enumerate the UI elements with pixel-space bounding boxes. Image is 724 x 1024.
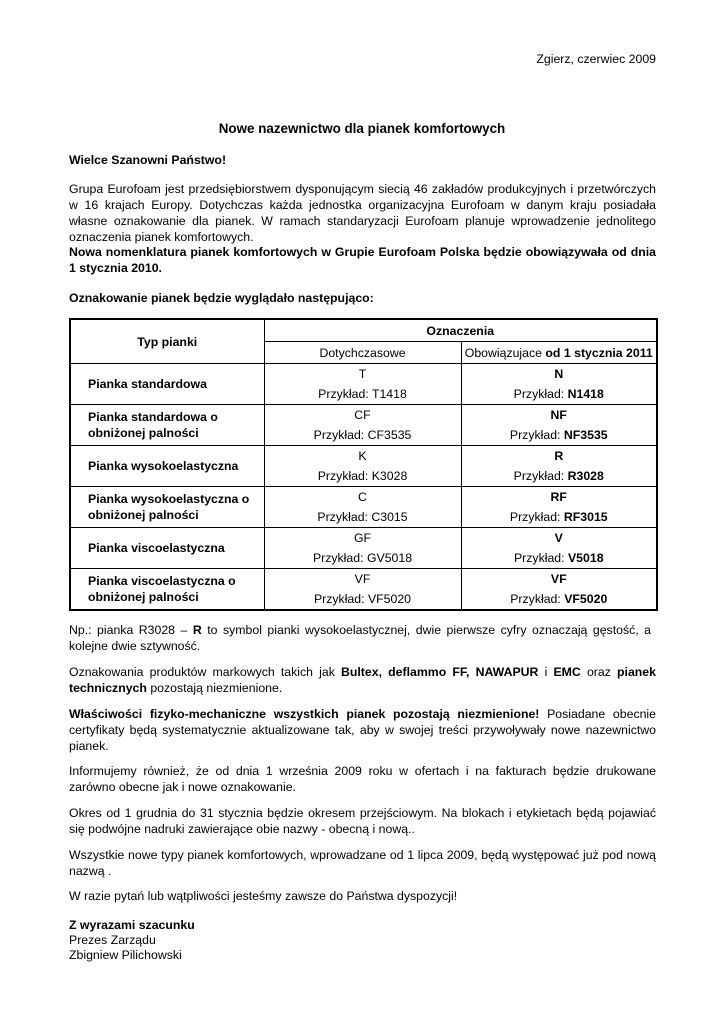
old-designation-cell <box>264 569 461 611</box>
old-example: Przykład: CF3535 <box>313 428 412 442</box>
table-row <box>70 405 657 446</box>
table-row <box>70 528 657 569</box>
new-code: VF <box>550 572 567 586</box>
old-code: CF <box>354 408 371 422</box>
old-code: K <box>358 449 367 463</box>
new-example: Przykład: R3028 <box>513 469 604 483</box>
new-code: V <box>554 531 563 545</box>
old-code: C <box>358 490 367 504</box>
foam-type-cell: Pianka standardowa o obniżonej palności <box>70 405 264 446</box>
old-designation-cell <box>264 528 461 569</box>
old-code: GF <box>353 531 372 545</box>
old-example: Przykład: C3015 <box>317 510 408 524</box>
document-date: Zgierz, czerwiec 2009 <box>536 52 656 66</box>
new-designation-cell <box>461 446 657 487</box>
old-code: T <box>358 367 367 381</box>
table-subheader-old: Dotychczasowe <box>264 342 461 364</box>
table-intro: Oznakowanie pianek będzie wyglądało następująco: <box>69 291 374 305</box>
table-header-type: Typ pianki <box>70 319 264 364</box>
transition-paragraph: Okres od 1 grudnia do 31 stycznia będzie okresem przejściowym. Na blokach i etykietach będą pojawiać się podwójne nadruki zawierające obie nazwy - obecną i nową.. <box>69 806 656 836</box>
foam-type-cell: Pianka viscoelastyczna o obniżonej palności <box>70 569 264 611</box>
new-code: N <box>554 367 564 381</box>
old-designation-cell <box>264 446 461 487</box>
new-code: R <box>554 449 564 463</box>
old-designation-cell <box>264 364 461 405</box>
old-designation-cell <box>264 487 461 528</box>
new-designation-cell <box>461 364 657 405</box>
table-header-marks: Oznaczenia <box>264 319 657 342</box>
new-example: Przykład: V5018 <box>513 551 604 565</box>
new-designation-cell <box>461 405 657 446</box>
questions-paragraph: W razie pytań lub wątpliwości jesteśmy zawsze do Państwa dyspozycji! <box>69 889 458 903</box>
new-example: Przykład: VF5020 <box>510 592 608 606</box>
table-subheader-new: Obowiązujace od 1 stycznia 2011 <box>461 342 657 364</box>
old-example: Przykład: GV5018 <box>312 551 413 565</box>
greeting: Wielce Szanowni Państwo! <box>69 153 227 167</box>
new-example: Przykład: RF3015 <box>509 510 608 524</box>
new-designation-cell <box>461 528 657 569</box>
table-row <box>70 364 657 405</box>
old-designation-cell <box>264 405 461 446</box>
foam-type-cell: Pianka wysokoelastyczna <box>70 446 264 487</box>
intro-paragraph: Grupa Eurofoam jest przedsiębiorstwem dysponującym siecią 46 zakładów produkcyjnych i przetwórczych w 16 krajach Europy. Dotychczas każda jednostka organizacyjna Eurofoam w danym kraju posiadała własne oznakowanie dla pianek. W ramach standaryzacji Eurofoam planuje wprowadzenie jednolitego oznaczenia pianek komfortowych. <box>69 182 656 244</box>
old-example: Przykład: K3028 <box>317 469 408 483</box>
old-example: Przykład: T1418 <box>318 387 407 401</box>
properties-paragraph: Właściwości fizyko-mechaniczne wszystkich pianek pozostają niezmienione! Posiadane obecnie certyfikaty będą systematycznie aktualizowane tak, aby w swojej treści przywoływały nowe nazewnictwo pianek. <box>69 707 657 753</box>
old-code: VF <box>354 572 371 586</box>
new-code: NF <box>550 408 567 422</box>
document-title: Nowe nazewnictwo dla pianek komfortowych <box>218 121 506 136</box>
offers-paragraph: Informujemy również, że od dnia 1 września 2009 roku w ofertach i na fakturach będzie drukowane zarówno obecne jak i nowe oznakowanie. <box>69 764 656 794</box>
new-example: Przykład: N1418 <box>513 387 604 401</box>
note-paragraph: Np.: pianka R3028 – R to symbol pianki wysokoelastycznej, dwie pierwsze cyfry oznaczają gęstość, a kolejne dwie sztywność. <box>69 623 652 653</box>
closing-name: Zbigniew Pilichowski <box>69 948 182 962</box>
foam-type-cell: Pianka wysokoelastyczna o obniżonej palności <box>70 487 264 528</box>
table-row <box>70 569 657 611</box>
announcement-paragraph: Nowa nomenklatura pianek komfortowych w Grupie Eurofoam Polska będzie obowiązywała od dnia 1 stycznia 2010. <box>69 245 656 275</box>
closing-regards: Z wyrazami szacunku <box>69 918 195 932</box>
table-row <box>70 487 657 528</box>
new-code: RF <box>550 490 567 504</box>
foam-type-cell: Pianka standardowa <box>70 364 264 405</box>
table-row <box>70 446 657 487</box>
old-example: Przykład: VF5020 <box>313 592 412 606</box>
brands-paragraph: Oznakowania produktów markowych takich jak Bultex, deflammo FF, NAWAPUR i EMC oraz pianek technicznych pozostają niezmienione. <box>69 665 656 695</box>
foam-designation-table <box>69 318 658 611</box>
new-example: Przykład: NF3535 <box>509 428 608 442</box>
july-paragraph: Wszystkie nowe typy pianek komfortowych, wprowadzane od 1 lipca 2009, będą występować już pod nową nazwą . <box>69 848 656 878</box>
new-designation-cell <box>461 569 657 611</box>
new-designation-cell <box>461 487 657 528</box>
foam-type-cell: Pianka viscoelastyczna <box>70 528 264 569</box>
closing-role: Prezes Zarządu <box>69 933 156 947</box>
